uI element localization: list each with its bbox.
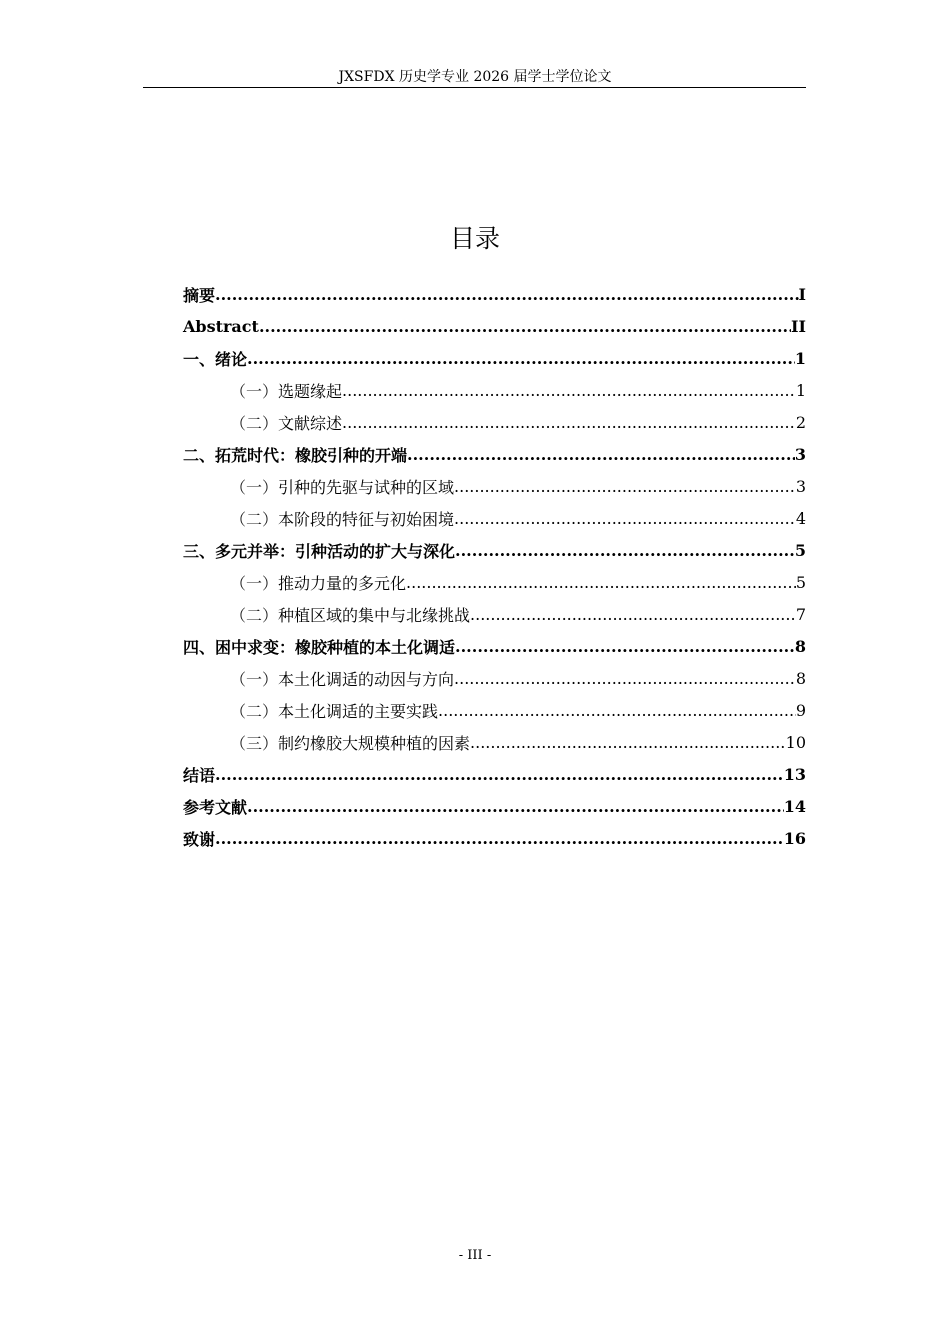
toc-leader: [247, 797, 784, 816]
toc-leader: [455, 637, 795, 656]
toc-entry-page: 1: [794, 348, 806, 368]
toc-entry[interactable]: [183, 630, 806, 662]
toc-entry[interactable]: [183, 470, 806, 502]
toc-entry-label: Abstract: [183, 316, 259, 336]
toc-entry-page: 10: [785, 732, 806, 752]
table-of-contents: [183, 278, 806, 854]
toc-entry-label: 种植区域的集中与北缘挑战: [278, 605, 471, 625]
toc-entry-page: II: [791, 316, 806, 336]
toc-leader: [247, 349, 795, 368]
toc-entry[interactable]: [183, 310, 806, 342]
toc-entry-label: 拓荒时代：橡胶引种的开端: [215, 445, 408, 465]
toc-entry-number: 一、: [183, 349, 216, 369]
toc-entry[interactable]: [183, 278, 806, 310]
toc-entry-page: 4: [795, 508, 806, 528]
toc-entry-label: 本土化调适的主要实践: [278, 701, 439, 721]
toc-entry-number: 四、: [183, 637, 216, 657]
toc-entry-page: 7: [795, 604, 806, 624]
toc-entry-number: （一）: [230, 573, 279, 593]
header-rule: [143, 87, 806, 88]
toc-entry-label: 本阶段的特征与初始困境: [278, 509, 455, 529]
toc-entry-label: 多元并举：引种活动的扩大与深化: [215, 541, 456, 561]
toc-entry-label: 参考文献: [183, 797, 248, 817]
toc-entry-label: 制约橡胶大规模种植的因素: [278, 733, 471, 753]
toc-leader: [454, 669, 796, 688]
toc-entry[interactable]: [183, 406, 806, 438]
toc-entry-number: （二）: [230, 413, 279, 433]
toc-title: 目录: [449, 224, 500, 253]
toc-entry-page: 14: [783, 796, 806, 816]
toc-entry-label: 文献综述: [278, 413, 343, 433]
toc-entry-number: （一）: [230, 381, 279, 401]
toc-entry[interactable]: [183, 566, 806, 598]
toc-entry-number: （一）: [230, 477, 279, 497]
toc-entry-page: I: [798, 284, 806, 304]
toc-entry-number: （二）: [230, 605, 279, 625]
toc-entry[interactable]: [183, 822, 806, 854]
toc-leader: [215, 285, 799, 304]
toc-leader: [470, 605, 796, 624]
toc-entry[interactable]: [183, 726, 806, 758]
toc-entry-page: 8: [794, 636, 806, 656]
toc-entry-page: 16: [783, 828, 806, 848]
toc-entry-label: 困中求变：橡胶种植的本土化调适: [215, 637, 456, 657]
toc-entry-page: 3: [795, 476, 806, 496]
toc-entry[interactable]: [183, 662, 806, 694]
toc-leader: [215, 765, 784, 784]
toc-entry-number: 二、: [183, 445, 216, 465]
toc-entry-number: （二）: [230, 701, 279, 721]
toc-leader: [438, 701, 796, 720]
toc-leader: [455, 541, 795, 560]
toc-entry-number: 三、: [183, 541, 216, 561]
toc-entry[interactable]: [183, 502, 806, 534]
toc-leader: [342, 381, 796, 400]
toc-leader: [342, 413, 796, 432]
toc-entry-page: 5: [795, 572, 806, 592]
toc-entry-number: （一）: [230, 669, 279, 689]
toc-entry-label: 本土化调适的动因与方向: [278, 669, 455, 689]
toc-entry-page: 13: [783, 764, 806, 784]
toc-entry-label: 结语: [183, 765, 216, 785]
toc-leader: [454, 509, 796, 528]
toc-entry[interactable]: [183, 598, 806, 630]
toc-entry-page: 9: [795, 700, 806, 720]
toc-entry-page: 8: [795, 668, 806, 688]
toc-entry-number: （二）: [230, 509, 279, 529]
toc-entry-number: （三）: [230, 733, 279, 753]
toc-leader: [259, 317, 791, 336]
toc-leader: [407, 445, 795, 464]
running-header: JXSFDX 历史学专业 2026 届学士学位论文: [338, 69, 612, 85]
toc-entry[interactable]: [183, 694, 806, 726]
toc-entry-label: 摘要: [183, 285, 216, 305]
toc-entry[interactable]: [183, 374, 806, 406]
toc-entry[interactable]: [183, 758, 806, 790]
toc-entry-label: 引种的先驱与试种的区域: [278, 477, 455, 497]
toc-entry[interactable]: [183, 534, 806, 566]
toc-leader: [215, 829, 784, 848]
toc-entry[interactable]: [183, 342, 806, 374]
toc-entry-label: 绪论: [215, 349, 248, 369]
toc-leader: [454, 477, 796, 496]
page-number-footer: - III -: [458, 1248, 492, 1263]
toc-entry-label: 推动力量的多元化: [278, 573, 407, 593]
toc-entry-page: 3: [794, 444, 806, 464]
toc-entry[interactable]: [183, 790, 806, 822]
toc-entry-label: 致谢: [183, 829, 216, 849]
toc-leader: [406, 573, 796, 592]
toc-entry[interactable]: [183, 438, 806, 470]
toc-entry-page: 2: [795, 412, 806, 432]
toc-entry-page: 1: [795, 380, 806, 400]
toc-entry-label: 选题缘起: [278, 381, 343, 401]
toc-leader: [470, 733, 786, 752]
toc-entry-page: 5: [794, 540, 806, 560]
